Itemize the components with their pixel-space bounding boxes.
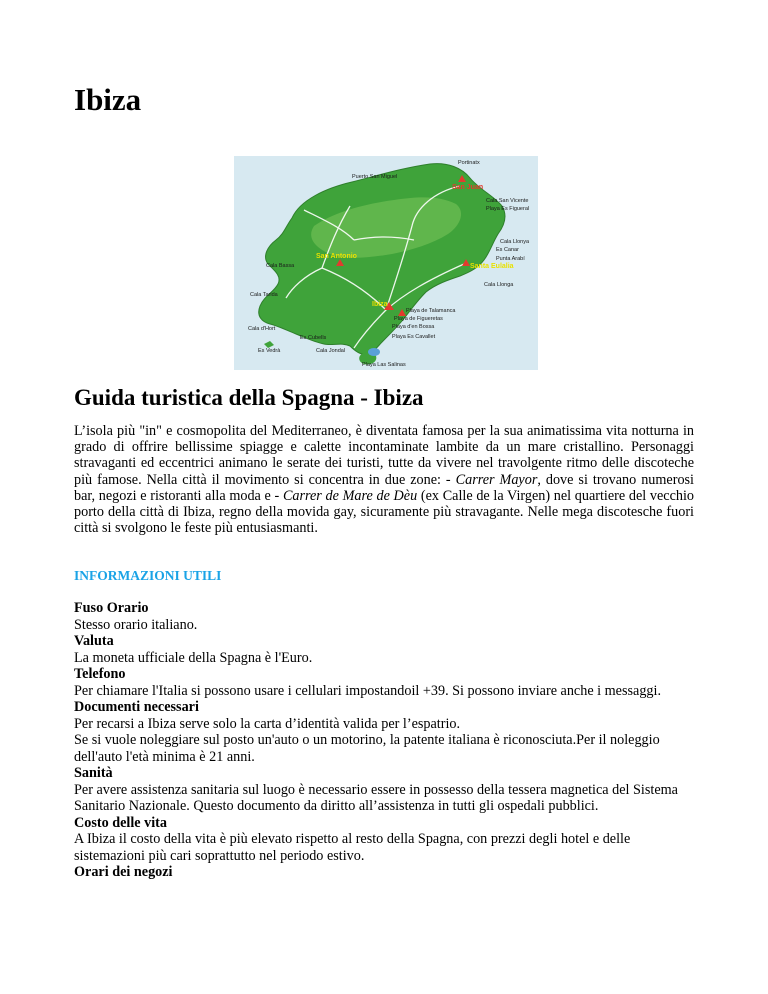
map-label-ibiza: Ibiza (372, 301, 388, 308)
info-label-valuta: Valuta (74, 633, 114, 649)
info-text-valuta: La moneta ufficiale della Spagna è l'Euro. (74, 649, 313, 666)
info-label-sanita: Sanità (74, 765, 113, 781)
map-label-portinatx: Portinatx (458, 160, 480, 166)
info-text-telefono: Per chiamare l'Italia si possono usare i cellulari impostandoil +39. Si possono inviare anche i messaggi. (74, 682, 661, 699)
intro-text-2: , dove si trovano numerosi bar, negozi e ristoranti alla moda e - (74, 471, 694, 504)
map-label-cala-san-vicente: Cala San Vicente (486, 198, 529, 204)
info-text-fuso-orario: Stesso orario italiano. (74, 616, 198, 633)
ibiza-map (234, 156, 538, 370)
intro-text-1: L’isola più "in" e cosmopolita del Mediterraneo, è diventata famosa per la sua animatissima vita notturna in grado di offrire bellissime spiagge e calette incontaminate lambite da un mare cristallino. Personaggi stravaganti ed eccentrici animano le serate dei turisti, tutte da vivere nel travolgente ritmo delle discoteche più famose. Nella città il movimento si concentra in due zone: - (74, 423, 694, 488)
map-label-es-vedra: Es Vedrà (258, 348, 281, 354)
info-text-documenti-2: Se si vuole noleggiare sul posto un'auto o un motorino, la patente italiana è riconosciuta.Per il noleggio dell'auto l'età minima è 21 anni. (74, 732, 660, 765)
info-text-documenti-1: Per recarsi a Ibiza serve solo la carta d’identità valida per l’espatrio. (74, 715, 461, 732)
page-title: Ibiza (74, 82, 142, 117)
info-text-sanita: Per avere assistenza sanitaria sul luogo è necessario essere in possesso della tessera magnetica del Sistema Sanitario Nazionale. Questo documento da diritto all’assistenza in tutti gli ospedali pubblici. (74, 781, 678, 814)
info-text-costo-vita: A Ibiza il costo della vita è più elevato rispetto al resto della Spagna, con prezzi degli hotel e delle sistemazioni più cari soprattutto nel periodo estivo. (74, 831, 631, 864)
salinas-lagoon (368, 348, 380, 356)
map-label-playa-es-figueral: Playa Es Figueral (486, 206, 530, 212)
map-label-es-cubells: Es Cubells (300, 335, 327, 341)
map-label-playa-cavallet: Playa Es Cavallet (392, 334, 436, 340)
map-label-playa-las-salinas: Playa Las Salinas (362, 362, 406, 368)
map-label-playa-bossa: Playa d'en Bossa (392, 324, 435, 330)
intro-em-carrer-mayor: Carrer Mayor (455, 471, 538, 488)
info-label-documenti: Documenti necessari (74, 699, 199, 715)
section-title: Guida turistica della Spagna - Ibiza (74, 385, 424, 410)
map-label-punta-arabi: Punta Arabí (496, 256, 525, 262)
map-label-cala-llonya: Cala Llonya (500, 239, 530, 245)
intro-em-carrer-mare-de-deu: Carrer de Mare de Dèu (282, 487, 418, 504)
map-label-cala-jondal: Cala Jondal (316, 348, 346, 354)
map-label-cala-llonga: Cala Llonga (484, 282, 514, 288)
map-label-cala-dhort: Cala d'Hort (248, 326, 276, 332)
info-label-telefono: Telefono (74, 666, 126, 682)
intro-paragraph (74, 423, 694, 536)
info-label-fuso-orario: Fuso Orario (74, 600, 149, 616)
intro-text-3: (ex Calle de la Virgen) nel quartiere del vecchio porto della città di Ibiza, regno della movida gay, sicuramente più stravagante. Nelle mega discotesche fuori città si svolgono le feste più entusiasmanti. (74, 487, 695, 537)
map-label-san-juan: San Juan (452, 184, 484, 191)
info-label-costo-vita: Costo delle vita (74, 814, 167, 831)
map-label-san-antonio: San Antonio (316, 253, 357, 260)
map-label-puerto-san-miguel: Puerto San Miguel (352, 174, 398, 180)
info-section-heading: INFORMAZIONI UTILI (74, 568, 222, 583)
map-label-es-canar: Es Canar (496, 247, 519, 253)
map-label-cala-tarida: Cala Tarida (250, 292, 278, 298)
ibiza-map-graphic (234, 156, 538, 370)
map-label-santa-eulalia: Santa Eulalia (470, 263, 514, 270)
info-list (74, 600, 694, 881)
info-label-orari-negozi: Orari dei negozi (74, 864, 173, 880)
map-label-playa-figueretas: Playa de Figueretas (394, 316, 443, 322)
map-label-cala-bassa: Cala Bassa (266, 263, 295, 269)
map-label-playa-talamanca: Playa de Talamanca (406, 308, 456, 314)
